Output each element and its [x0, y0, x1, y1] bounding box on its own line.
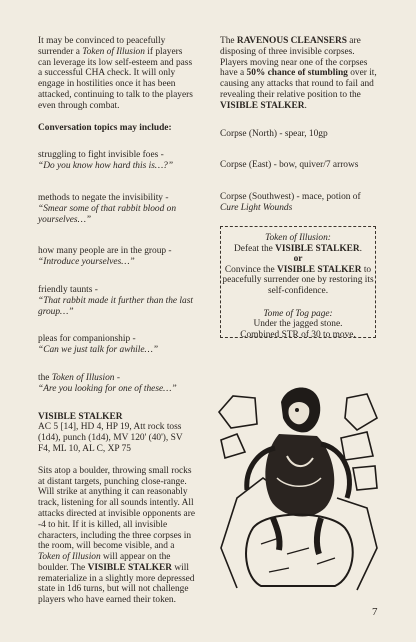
- stat-block-line: AC 5 [14], HD 4, HP 19, Att rock toss (1d4), punch (1d4), MV 120' (40'), SV F4, ML 10, AL C, XP 75: [38, 422, 183, 454]
- right-column: [220, 36, 380, 214]
- topic-item: the Token of Illusion - “Are you looking for one of these…”: [38, 372, 177, 394]
- token-box-line2: Convince the VISIBLE STALKER to peacefully surrender one by restoring its self-confidence.: [222, 264, 374, 296]
- token-box: [220, 226, 376, 338]
- topics-heading: Conversation topics may include:: [38, 122, 172, 133]
- topic-item: friendly taunts - “That rabbit made it further than the last group…”: [38, 284, 193, 317]
- token-box-or: or: [293, 254, 303, 265]
- token-of-illusion-ref: Token of Illusion: [82, 46, 145, 57]
- topic-item: pleas for companionship - “Can we just talk for awhile…”: [38, 334, 159, 356]
- corpse-item: Corpse (East) - bow, quiver/7 arrows: [220, 160, 359, 171]
- intro-paragraph: It may be convinced to peacefully surrender a Token of Illusion if players can leverage its low self-esteem and pass a successful CHA check. It will only engage in hostilities once it has been attacked, continuing to talk to the players even through combat.: [38, 36, 193, 111]
- token-box-title: Token of Illusion:: [265, 233, 331, 243]
- page-number: 7: [372, 606, 378, 618]
- goblin-figure: [246, 387, 353, 586]
- topic-item: struggling to fight invisible foes - “Do you know how hard this is…?”: [38, 150, 174, 172]
- tome-line2: Combined STR of 30 to move.: [240, 329, 356, 340]
- stalker-description: Sits atop a boulder, throwing small rocks at distant targets, punching close-range. Will strike at anything it can reasonably track, listening for all sounds intently. All attacks directed at invisible opponents are -4 to hit. If it is killed, all invisible characters, including the three corpses in the room, will become visible, and a Token of Illusion will appear on the boulder. The VISIBLE STALKER will rematerialize in a slightly more depressed state in 1d6 turns, but will not challenge players who have earned their token.: [38, 465, 195, 606]
- topic-item: methods to negate the invisibility - “Smear some of that rabbit blood on yourselves…”: [38, 192, 177, 225]
- tome-line1: Under the jagged stone.: [253, 319, 343, 330]
- token-box-line1: Defeat the VISIBLE STALKER.: [234, 243, 362, 254]
- corpse-item: Corpse (Southwest) - mace, potion of Cure Light Wounds: [220, 192, 361, 213]
- stat-block-name: VISIBLE STALKER: [38, 411, 123, 422]
- cleansers-paragraph: The RAVENOUS CLEANSERS are disposing of three invisible corpses. Players moving near one of the corpses have a 50% chance of stumbling over it, causing any attacks that round to fail and revealing their relative position to the VISIBLE STALKER.: [220, 36, 377, 111]
- topic-item: how many people are in the group - “Introduce yourselves…”: [38, 246, 172, 268]
- left-column: [38, 36, 196, 606]
- goblin-on-boulder-illustration: [217, 378, 379, 592]
- corpse-item: Corpse (North) - spear, 10gp: [220, 128, 328, 139]
- tome-title: Tome of Tog page:: [263, 308, 333, 319]
